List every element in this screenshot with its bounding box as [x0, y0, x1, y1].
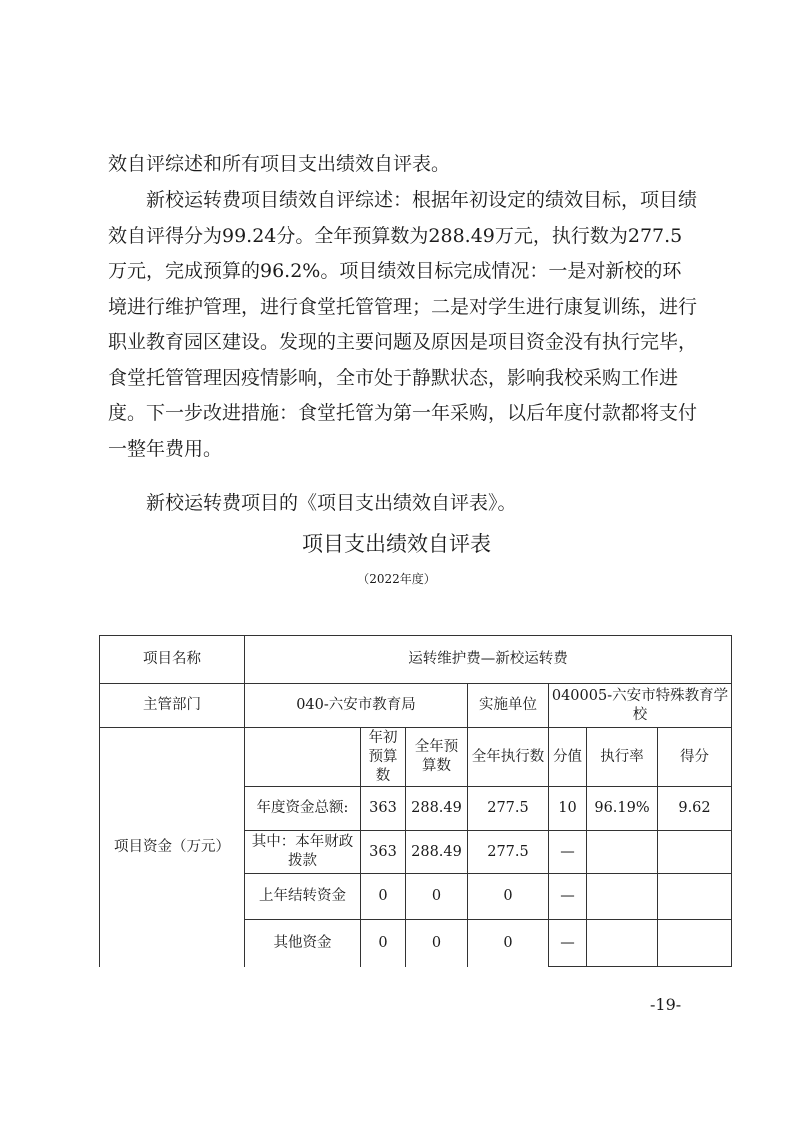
table-row [100, 684, 732, 728]
row-score [658, 874, 732, 920]
paragraph-summary: 新校运转费项目绩效自评综述：根据年初设定的绩效目标，项目绩效自评得分为99.24分。全年预算数为288.49万元，执行数为277.5万元，完成预算的96.2%。项目绩效目标完成情况：一是对新校的环境进行维护管理，进行食堂托管管理；二是对学生进行康复训练，进行职业教育园区建设。发现的主要问题及原因是项目资金没有执行完毕，食堂托管管理因疫情影响，全市处于静默状态，影响我校采购工作进度。下一步改进措施：食堂托管为第一年采购，以后年度付款都将支付一整年费用。 [108, 189, 698, 460]
paragraph-table-intro: 新校运转费项目的《项目支出绩效自评表》。 [146, 492, 517, 514]
row-exec: 277.5 [468, 787, 549, 831]
row-rate [587, 831, 658, 874]
row-budget: 288.49 [406, 787, 468, 831]
dept-value: 040-六安市教育局 [245, 684, 468, 728]
row-budget: 288.49 [406, 831, 468, 874]
row-points: — [549, 920, 587, 967]
dept-label: 主管部门 [100, 684, 245, 728]
row-label: 上年结转资金 [245, 874, 361, 920]
row-exec: 277.5 [468, 831, 549, 874]
header-full-year-budget: 全年预算数 [406, 728, 468, 787]
row-initial: 0 [361, 920, 406, 967]
row-points: — [549, 831, 587, 874]
row-rate [587, 874, 658, 920]
row-label: 年度资金总额: [245, 787, 361, 831]
performance-table [99, 635, 732, 967]
header-score: 得分 [658, 728, 732, 787]
row-exec: 0 [468, 920, 549, 967]
unit-label: 实施单位 [468, 684, 549, 728]
header-score-value: 分值 [549, 728, 587, 787]
project-name-value: 运转维护费—新校运转费 [245, 636, 732, 684]
row-budget: 0 [406, 920, 468, 967]
row-budget: 0 [406, 874, 468, 920]
row-label: 其中：本年财政拨款 [245, 831, 361, 874]
project-name-label: 项目名称 [100, 636, 245, 684]
row-exec: 0 [468, 874, 549, 920]
row-points: — [549, 874, 587, 920]
row-label: 其他资金 [245, 920, 361, 967]
unit-value: 040005-六安市特殊教育学校 [549, 684, 732, 728]
row-initial: 363 [361, 831, 406, 874]
header-full-year-exec: 全年执行数 [468, 728, 549, 787]
row-initial: 0 [361, 874, 406, 920]
table-year: （2022年度） [357, 572, 436, 586]
row-initial: 363 [361, 787, 406, 831]
header-exec-rate: 执行率 [587, 728, 658, 787]
header-initial-budget: 年初预算数 [361, 728, 406, 787]
table-row [100, 728, 732, 787]
row-score [658, 920, 732, 967]
row-points: 10 [549, 787, 587, 831]
funds-label: 项目资金（万元） [100, 728, 245, 967]
row-rate: 96.19% [587, 787, 658, 831]
page-number: -19- [650, 995, 682, 1014]
paragraph-intro: 效自评综述和所有项目支出绩效自评表。 [108, 153, 451, 175]
header-blank [245, 728, 361, 787]
row-rate [587, 920, 658, 967]
table-title: 项目支出绩效自评表 [302, 532, 491, 556]
row-score: 9.62 [658, 787, 732, 831]
table-row [100, 636, 732, 684]
row-score [658, 831, 732, 874]
